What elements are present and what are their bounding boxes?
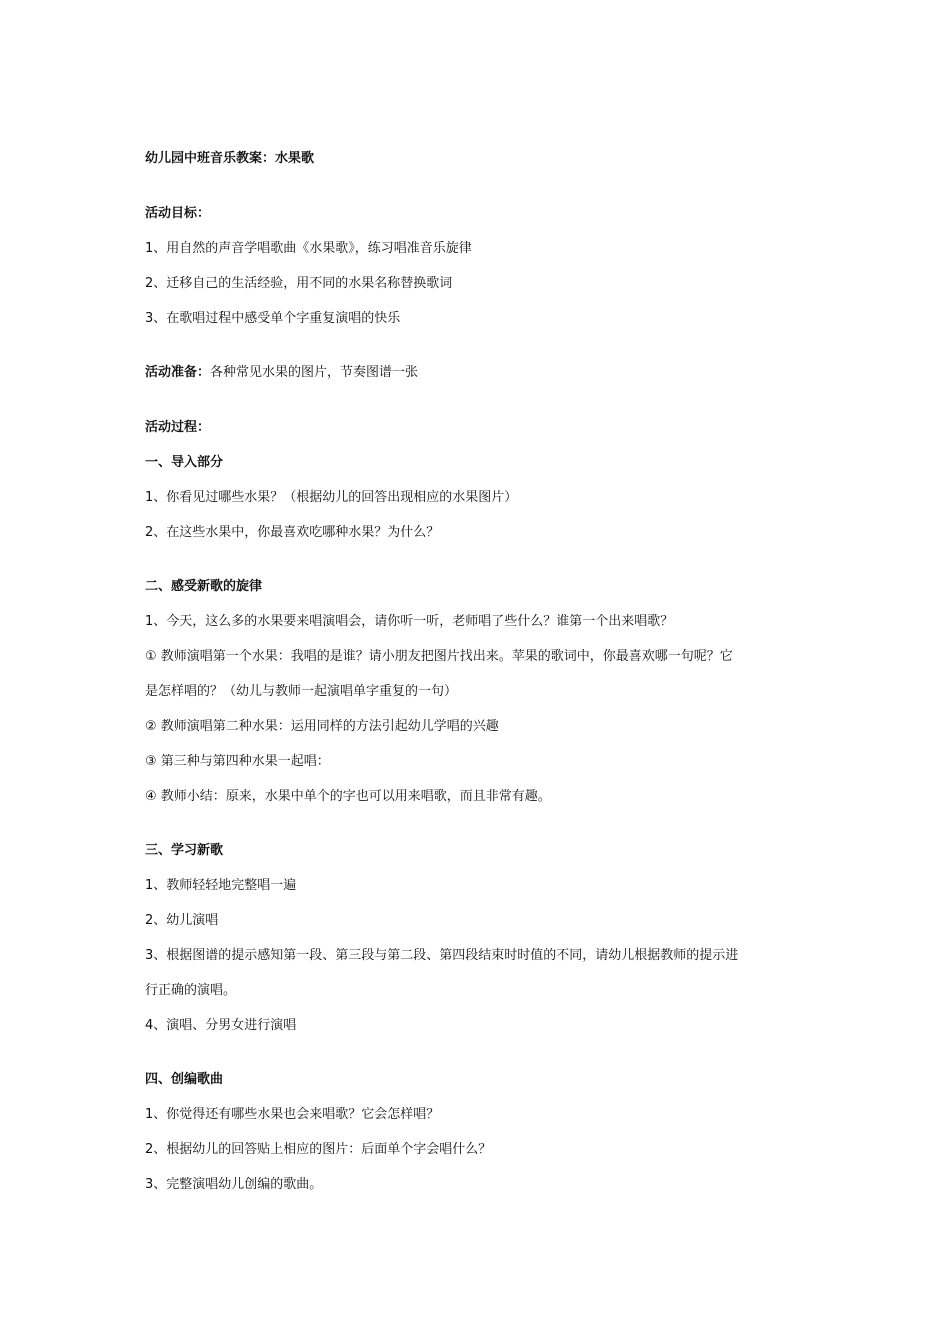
section2-item: ② 教师演唱第二种水果：运用同样的方法引起幼儿学唱的兴趣 [145, 719, 499, 734]
prep-text: 各种常见水果的图片，节奏图谱一张 [210, 365, 419, 380]
section1-item: 1、你看见过哪些水果？（根据幼儿的回答出现相应的水果图片） [145, 490, 518, 505]
section2-heading: 二、感受新歌的旋律 [145, 579, 263, 594]
section3-item: 2、幼儿演唱 [145, 913, 219, 928]
section4-item: 2、根据幼儿的回答贴上相应的图片：后面单个字会唱什么？ [145, 1142, 492, 1157]
prep-label: 活动准备： [145, 365, 211, 380]
document-title: 幼儿园中班音乐教案：水果歌 [145, 151, 315, 166]
goal-item: 3、在歌唱过程中感受单个字重复演唱的快乐 [145, 311, 401, 326]
section1-item: 2、在这些水果中，你最喜欢吃哪种水果？为什么？ [145, 525, 440, 540]
section3-item: 1、教师轻轻地完整唱一遍 [145, 878, 297, 893]
section4-item: 1、你觉得还有哪些水果也会来唱歌？它会怎样唱？ [145, 1107, 440, 1122]
section4-heading: 四、创编歌曲 [145, 1072, 224, 1087]
goals-heading: 活动目标： [145, 206, 211, 221]
section2-item: ③ 第三种与第四种水果一起唱： [145, 754, 330, 769]
section2-item: 1、今天，这么多的水果要来唱演唱会，请你听一听，老师唱了些什么？谁第一个出来唱歌？ [145, 614, 674, 629]
section2-item: 是怎样唱的？（幼儿与教师一起演唱单字重复的一句） [145, 684, 458, 699]
section1-heading: 一、导入部分 [145, 455, 224, 470]
section2-item: ① 教师演唱第一个水果：我唱的是谁？请小朋友把图片找出来。苹果的歌词中，你最喜欢哪一句呢？它 [145, 649, 733, 664]
goal-item: 2、迁移自己的生活经验，用不同的水果名称替换歌词 [145, 276, 453, 291]
section4-item: 3、完整演唱幼儿创编的歌曲。 [145, 1177, 323, 1192]
section3-item: 4、演唱、分男女进行演唱 [145, 1018, 297, 1033]
prep-line [145, 364, 418, 382]
section3-item: 3、根据图谱的提示感知第一段、第三段与第二段、第四段结束时时值的不同，请幼儿根据教师的提示进 [145, 948, 739, 963]
goal-item: 1、用自然的声音学唱歌曲《水果歌》，练习唱准音乐旋律 [145, 241, 472, 256]
section3-heading: 三、学习新歌 [145, 843, 224, 858]
process-heading: 活动过程： [145, 420, 211, 435]
section2-item: ④ 教师小结：原来，水果中单个的字也可以用来唱歌，而且非常有趣。 [145, 789, 551, 804]
section3-item: 行正确的演唱。 [145, 983, 237, 998]
